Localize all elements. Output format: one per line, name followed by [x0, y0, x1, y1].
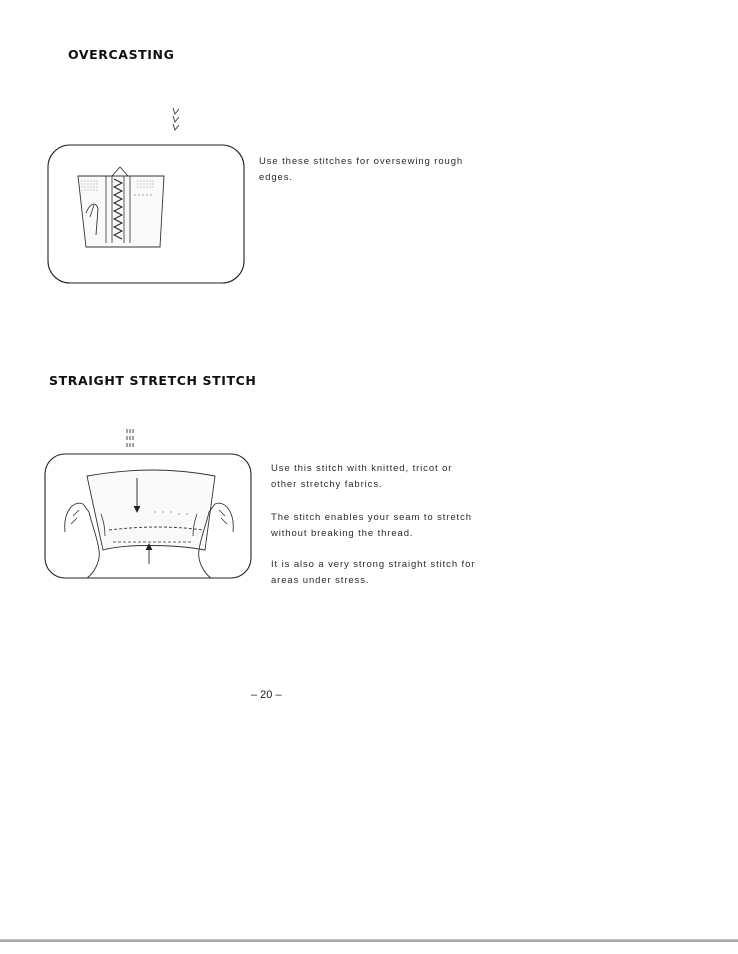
section-heading-straight-stretch: STRAIGHT STRETCH STITCH	[49, 373, 257, 388]
straight-stretch-illustration	[43, 452, 253, 580]
straight-stretch-pattern-icon	[124, 428, 136, 450]
stretch-description-3: It is also a very strong straight stitch for areas under stress.	[271, 559, 476, 586]
overcast-stitch-pattern-icon	[170, 106, 184, 134]
overcasting-description: Use these stitches for oversewing rough edges.	[259, 156, 464, 183]
stretch-description-1: Use this stitch with knitted, tricot or other stretchy fabrics.	[271, 463, 453, 490]
bottom-scan-edge	[0, 939, 738, 942]
section-heading-overcasting: OVERCASTING	[68, 47, 175, 62]
page-number: – 20 –	[251, 689, 282, 701]
overcasting-illustration	[46, 143, 248, 285]
stretch-description-2: The stitch enables your seam to stretch without breaking the thread.	[271, 512, 472, 539]
